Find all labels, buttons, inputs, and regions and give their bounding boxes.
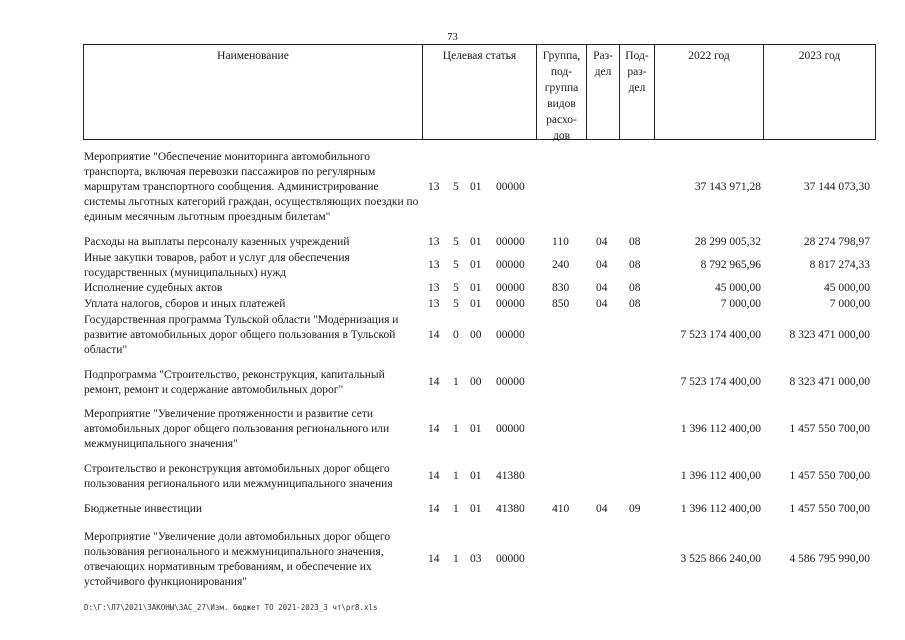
row-name: Мероприятие "Обеспечение мониторинга автомобильного транспорта, включая перевозки пассажиров по регулярным маршрутам транспортного сообщения. Администрирование системы льготных категорий граждан, осуществляющих поездки по единым месячным льготным проездным билетам" xyxy=(84,151,419,223)
amount-2023: 37 144 073,30 xyxy=(803,181,870,193)
expense-group: 240 xyxy=(552,259,570,271)
amount-2023: 1 457 550 700,00 xyxy=(789,423,870,435)
header-target-article: Целевая статья xyxy=(422,45,536,139)
amount-2023: 7 000,00 xyxy=(829,298,870,310)
page-number: 73 xyxy=(447,32,458,43)
amount-2022: 28 299 005,32 xyxy=(694,236,761,248)
row-name: Иные закупки товаров, работ и услуг для обеспечения государственных (муниципальных) нужд xyxy=(84,252,350,279)
row-name: Строительство и реконструкция автомобильных дорог общего пользования регионального или межмуниципального значения xyxy=(84,463,393,490)
file-path-footer: D:\Г:\Л7\2021\ЗАКОНЫ\ЗАС_27\Изм. бюджет ТО 2021-2023_3 чт\pr8.xls xyxy=(84,603,378,612)
subsection-code: 08 xyxy=(629,236,641,248)
expense-group: 850 xyxy=(552,298,570,310)
target-code-4: 00000 xyxy=(496,329,525,341)
target-code-2: 1 xyxy=(453,376,459,388)
target-code-2: 1 xyxy=(453,470,459,482)
amount-2023: 1 457 550 700,00 xyxy=(789,470,870,482)
header-expense-group: Группа, под-группа видов расхо-дов xyxy=(536,45,586,139)
target-code-2: 1 xyxy=(453,503,459,515)
section-code: 04 xyxy=(596,259,608,271)
target-code-1: 13 xyxy=(428,298,440,310)
target-code-4: 00000 xyxy=(496,259,525,271)
target-code-1: 13 xyxy=(428,181,440,193)
target-code-1: 14 xyxy=(428,470,440,482)
amount-2023: 45 000,00 xyxy=(824,282,870,294)
target-code-3: 01 xyxy=(470,298,482,310)
section-code: 04 xyxy=(596,282,608,294)
target-code-1: 13 xyxy=(428,236,440,248)
row-name: Уплата налогов, сборов и иных платежей xyxy=(84,298,286,310)
target-code-2: 0 xyxy=(453,329,459,341)
row-name: Мероприятие "Увеличение доли автомобильных дорог общего пользования регионального и межмуниципального значения, отвечающих нормативным требованиям, и обеспечение их устойчивого функционирования" xyxy=(84,531,391,588)
amount-2022: 45 000,00 xyxy=(715,282,761,294)
target-code-4: 41380 xyxy=(496,470,525,482)
target-code-4: 00000 xyxy=(496,181,525,193)
target-code-2: 1 xyxy=(453,423,459,435)
target-code-4: 00000 xyxy=(496,282,525,294)
header-name: Наименование xyxy=(217,50,289,62)
header-section: Раз-дел xyxy=(586,45,619,139)
amount-2023: 8 323 471 000,00 xyxy=(789,376,870,388)
expense-group: 110 xyxy=(552,236,569,248)
amount-2023: 8 817 274,33 xyxy=(809,259,870,271)
section-code: 04 xyxy=(596,503,608,515)
amount-2022: 1 396 112 400,00 xyxy=(680,470,761,482)
header-2022: 2022 год xyxy=(654,45,763,139)
target-code-3: 01 xyxy=(470,259,482,271)
target-code-3: 00 xyxy=(470,376,482,388)
header-2023: 2023 год xyxy=(763,45,875,139)
amount-2022: 8 792 965,96 xyxy=(700,259,761,271)
target-code-2: 5 xyxy=(453,298,459,310)
amount-2022: 1 396 112 400,00 xyxy=(680,503,761,515)
amount-2023: 1 457 550 700,00 xyxy=(789,503,870,515)
target-code-3: 01 xyxy=(470,282,482,294)
amount-2022: 7 000,00 xyxy=(720,298,761,310)
subsection-code: 08 xyxy=(629,298,641,310)
row-name: Государственная программа Тульской области "Модернизация и развитие автомобильных дорог общего пользования в Тульской области" xyxy=(84,314,399,356)
target-code-4: 00000 xyxy=(496,423,525,435)
target-code-3: 03 xyxy=(470,553,482,565)
target-code-2: 1 xyxy=(453,553,459,565)
target-code-2: 5 xyxy=(453,236,459,248)
target-code-1: 14 xyxy=(428,423,440,435)
target-code-1: 14 xyxy=(428,329,440,341)
target-code-2: 5 xyxy=(453,181,459,193)
target-code-1: 14 xyxy=(428,376,440,388)
expense-group: 410 xyxy=(552,503,570,515)
target-code-4: 41380 xyxy=(496,503,525,515)
section-code: 04 xyxy=(596,298,608,310)
target-code-1: 13 xyxy=(428,259,440,271)
target-code-2: 5 xyxy=(453,259,459,271)
target-code-1: 13 xyxy=(428,282,440,294)
expense-group: 830 xyxy=(552,282,570,294)
amount-2023: 8 323 471 000,00 xyxy=(789,329,870,341)
amount-2022: 3 525 866 240,00 xyxy=(680,553,761,565)
row-name: Расходы на выплаты персоналу казенных учреждений xyxy=(84,236,350,248)
target-code-2: 5 xyxy=(453,282,459,294)
row-name: Исполнение судебных актов xyxy=(84,282,223,294)
target-code-1: 14 xyxy=(428,553,440,565)
amount-2023: 4 586 795 990,00 xyxy=(789,553,870,565)
target-code-4: 00000 xyxy=(496,553,525,565)
target-code-3: 01 xyxy=(470,181,482,193)
amount-2022: 7 523 174 400,00 xyxy=(680,329,761,341)
row-name: Мероприятие "Увеличение протяженности и развитие сети автомобильных дорог общего пользования регионального или межмуниципального значения" xyxy=(84,408,390,450)
row-name: Подпрограмма "Строительство, реконструкция, капитальный ремонт, ремонт и содержание автомобильных дорог" xyxy=(84,369,385,396)
row-name: Бюджетные инвестиции xyxy=(84,503,203,515)
header-subsection: Под-раз-дел xyxy=(619,45,654,139)
table-header xyxy=(83,44,876,140)
target-code-3: 00 xyxy=(470,329,482,341)
subsection-code: 08 xyxy=(629,259,641,271)
subsection-code: 08 xyxy=(629,282,641,294)
target-code-4: 00000 xyxy=(496,236,525,248)
target-code-3: 01 xyxy=(470,236,482,248)
target-code-3: 01 xyxy=(470,470,482,482)
section-code: 04 xyxy=(596,236,608,248)
subsection-code: 09 xyxy=(629,503,641,515)
target-code-4: 00000 xyxy=(496,376,525,388)
target-code-1: 14 xyxy=(428,503,440,515)
amount-2023: 28 274 798,97 xyxy=(803,236,870,248)
target-code-4: 00000 xyxy=(496,298,525,310)
target-code-3: 01 xyxy=(470,503,482,515)
amount-2022: 37 143 971,28 xyxy=(694,181,761,193)
target-code-3: 01 xyxy=(470,423,482,435)
amount-2022: 1 396 112 400,00 xyxy=(680,423,761,435)
amount-2022: 7 523 174 400,00 xyxy=(680,376,761,388)
